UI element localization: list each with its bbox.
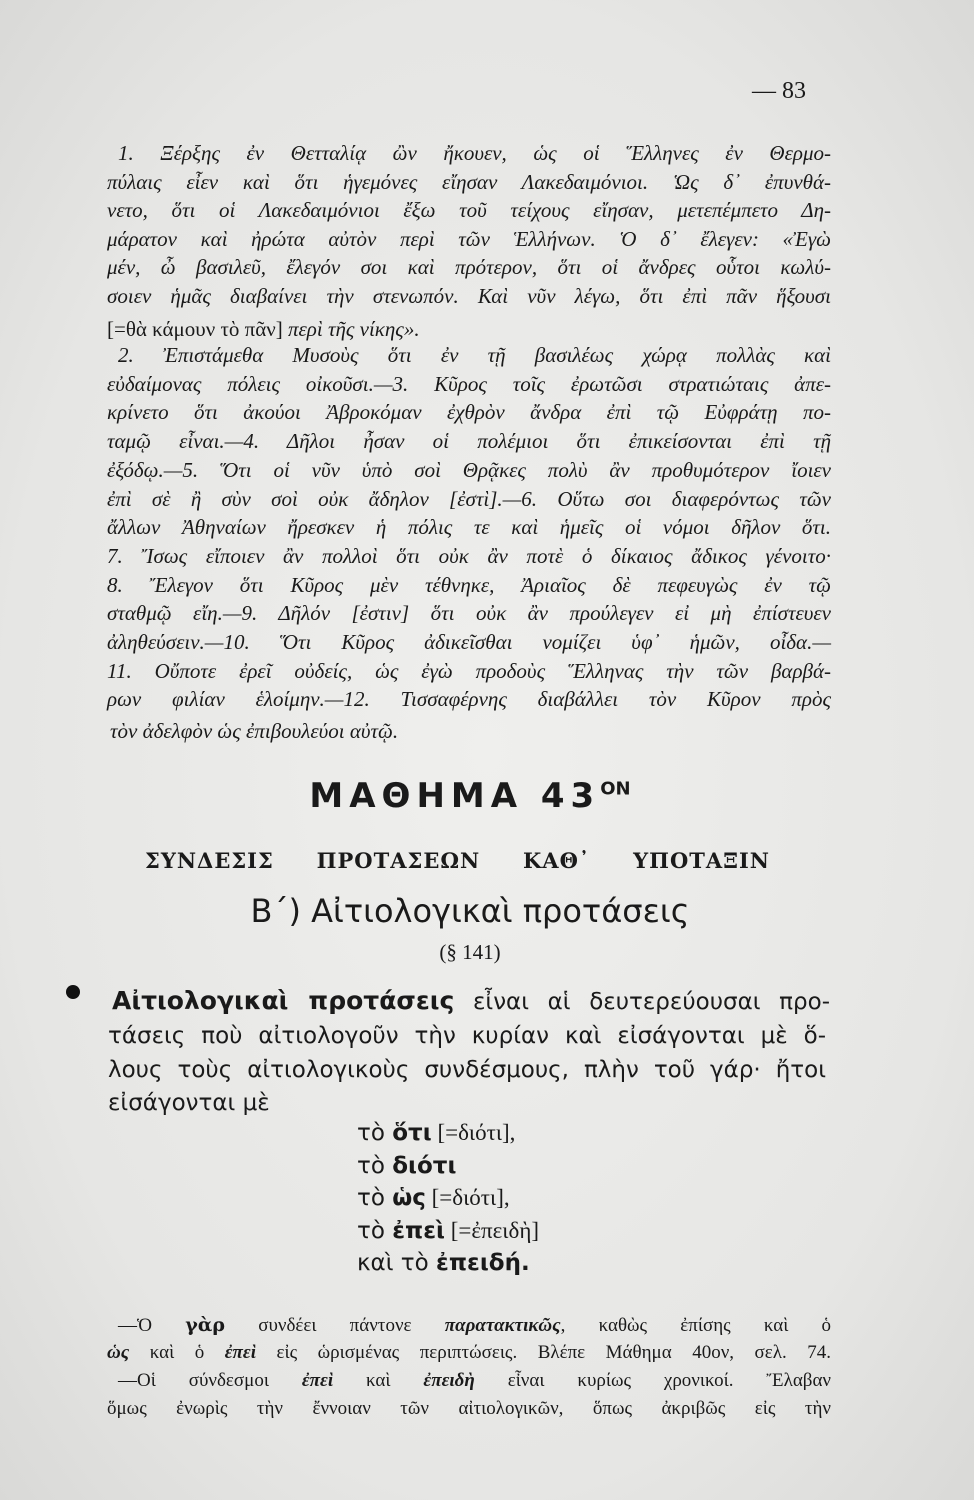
text-segment: —Οἱ σύνδεσμοι: [118, 1370, 302, 1391]
paragraph-reference: (§ 141): [439, 940, 501, 964]
exercise-line: μάρατον καὶ ἠρώτα αὐτὸν περὶ τῶν Ἑλλήνων. Ὁ δ᾽ ἔλεγεν: «Ἐγὼ: [107, 226, 831, 251]
body-line: τάσεις ποὺ αἰτιολογοῦν τὴν κυρίαν καὶ εἰσάγονται μὲ ὅ-: [108, 1023, 826, 1049]
exercise-line: 7. Ἴσως εἴποιεν ἂν πολλοὶ ὅτι οὐκ ἂν ποτὲ ὁ δίκαιος ἄδικος γένοιτο·: [107, 543, 831, 568]
lesson-title: [0, 776, 940, 816]
lesson-title-suffix: ΟΝ: [600, 778, 631, 800]
text-segment: καὶ ὁ: [129, 1342, 225, 1363]
text-segment: εἶναι αἱ δευτερεύουσαι προ-: [454, 989, 830, 1015]
exercise-line: ταμῷ εἶναι.—4. Δῆλοι ἦσαν οἱ πολέμιοι ὅτι ἐπικείσονται ἐπὶ τῇ: [107, 429, 831, 454]
conjunction-word: ὡς: [392, 1185, 426, 1211]
body-line: εἰσάγονται μὲ: [108, 1090, 270, 1116]
conjunction-word: ὅτι: [392, 1120, 432, 1146]
gloss: [=ἐπειδὴ]: [445, 1217, 540, 1243]
text-segment: εἶναι κυρίως χρονικοί. Ἔλαβαν: [474, 1370, 831, 1391]
body-line: [112, 986, 830, 1014]
article: τὸ: [357, 1217, 393, 1244]
page-number: — 83: [752, 78, 806, 104]
emphasis: ἐπειδὴ: [423, 1370, 475, 1391]
lesson-title-text: ΜΑΘΗΜΑ 43: [309, 776, 601, 816]
exercise-line: νετο, ὅτι οἱ Λακεδαιμόνιοι ἔξω τοῦ τείχους εἴησαν, μετεπέμπετο Δη-: [107, 198, 831, 222]
exercise-line: τὸν ἀδελφὸν ὡς ἐπιβουλεύοι αὐτῷ.: [110, 719, 399, 743]
exercise-line: 1. Ξέρξης ἐν Θετταλίᾳ ὢν ἤκουεν, ὡς οἱ Ἕλληνες ἐν Θερμο-: [118, 141, 831, 165]
text-segment: , καθὼς ἐπίσης καὶ ὁ: [560, 1315, 831, 1336]
term: Αἰτιολογικαὶ προτάσεις: [112, 986, 455, 1015]
note-line: [118, 1313, 831, 1341]
exercise-line: ἐπὶ σὲ ἢ σὺν σοὶ οὐκ ἄδηλον [ἐστὶ].—6. Οὕτω σοι διαφερόντως τῶν: [107, 486, 831, 511]
emphasis: ὡς: [107, 1342, 130, 1363]
conjunction-item: [357, 1153, 456, 1179]
exercise-line: εὐδαίμονας πόλεις οἰκοῦσι.—3. Κῦρος τοῖς ἐρωτῶσι στρατιώταις ἀπε-: [107, 371, 831, 396]
exercise-line: ρων φιλίαν ἑλοίμην.—12. Τισσαφέρνης διαβάλλει τὸν Κῦρον πρὸς: [107, 687, 831, 712]
exercise-line: ἀληθεύσειν.—10. Ὅτι Κῦρος ἀδικεῖσθαι νομίζει ὑφ᾽ ἡμῶν, οἶδα.—: [107, 630, 831, 654]
text-segment: περὶ τῆς νίκης».: [282, 317, 420, 341]
section-heading: Β΄) Αἰτιολογικαὶ προτάσεις: [250, 892, 690, 930]
exercise-line: κρίνετο ὅτι ἀκούοι Ἀβροκόμαν ἐχθρὸν ἄνδρα ἐπὶ τῷ Εὐφράτῃ πο-: [107, 400, 831, 425]
article: τὸ: [357, 1120, 393, 1146]
text-segment: εἰς ὡρισμένας περιπτώσεις. Βλέπε Μάθημα 40ον, σελ. 74.: [255, 1342, 831, 1363]
article: τὸ: [357, 1152, 393, 1179]
exercise-line: μέν, ὦ βασιλεῦ, ἔλεγόν σοι καὶ πρότερον, ὅτι οἱ ἄνδρες οὗτοι κωλύ-: [107, 255, 831, 279]
exercise-line: πύλαις εἶεν καὶ ὅτι ἡγεμόνες εἴησαν Λακεδαιμόνιοι. Ὡς δ᾽ ἐπυνθά-: [107, 169, 831, 194]
lesson-subtitle: ΣΥΝΔΕΣΙΣ ΠΡΟΤΑΣΕΩΝ ΚΑΘ᾽ ΥΠΟΤΑΞΙΝ: [145, 848, 770, 873]
emphasis: ἐπεὶ: [301, 1370, 334, 1391]
conjunction-word: ἐπειδή.: [436, 1250, 530, 1276]
exercise-line: σοιεν ἡμᾶς διαβαίνει τὴν στενωπόν. Καὶ νῦν λέγω, ὅτι ἐπὶ πᾶν ἥξουσι: [107, 283, 831, 308]
exercise-line: 2. Ἐπιστάμεθα Μυσοὺς ὅτι ἐν τῇ βασιλέως χώρᾳ πολλὰς καὶ: [118, 343, 831, 367]
body-line: λους τοὺς αἰτιολογικοὺς συνδέσμους, πλὴν τοῦ γάρ· ἤτοι: [108, 1057, 826, 1083]
bracket-gloss: [=θὰ κάμουν τὸ πᾶν]: [107, 317, 283, 341]
text-segment: συνδέει πάντονε: [225, 1315, 445, 1336]
exercise-line: ἐξόδῳ.—5. Ὅτι οἱ νῦν ὑπὸ σοὶ Θρᾷκες πολὺ ἂν προθυμότερον ἴοιεν: [107, 457, 831, 482]
emphasis: ἐπεὶ: [224, 1342, 256, 1363]
note-line: [118, 1369, 831, 1397]
conjunction-item: [357, 1120, 515, 1146]
conjunction-item: [357, 1218, 539, 1244]
conjunction-word: διότι: [392, 1152, 457, 1179]
exercise-line: ἄλλων Ἀθηναίων ἤρεσκεν ἡ πόλις τε καὶ ἡμεῖς οἱ νόμοι δῆλον ὅτι.: [107, 515, 831, 540]
note-line: [107, 1341, 831, 1369]
emphasis: παρατακτικῶς: [444, 1315, 561, 1336]
conjunction-item: [357, 1250, 530, 1276]
text-segment: καὶ: [333, 1370, 424, 1391]
article: τὸ: [357, 1185, 393, 1211]
conjunction-item: [357, 1185, 510, 1211]
exercise-line: [107, 316, 831, 342]
bullet-icon: [66, 985, 80, 999]
exercise-line: 11. Οὔποτε ἐρεῖ οὐδείς, ὡς ἐγὼ προδοὺς Ἕλληνας τὴν τῶν βαρβά-: [107, 658, 831, 683]
note-line: ὅμως ἐνωρὶς τὴν ἔννοιαν τῶν αἰτιολογικῶν, ὅπως ἀκριβῶς εἰς τὴν: [107, 1398, 831, 1419]
exercise-line: σταθμῷ εἴη.—9. Δῆλόν [ἐστιν] ὅτι οὐκ ἂν προύλεγεν εἰ μὴ ἐπίστευεν: [107, 601, 831, 626]
gloss: [=διότι],: [431, 1120, 516, 1145]
gloss: [=διότι],: [425, 1185, 510, 1210]
emphasis: γὰρ: [185, 1314, 226, 1336]
exercise-line: 8. Ἔλεγον ὅτι Κῦρος μὲν τέθνηκε, Ἀριαῖος δὲ πεφευγὼς ἐν τῷ: [107, 572, 831, 597]
article: καὶ τὸ: [357, 1250, 437, 1276]
text-segment: —Ὁ: [118, 1315, 186, 1336]
conjunction-word: ἐπεὶ: [392, 1217, 445, 1244]
